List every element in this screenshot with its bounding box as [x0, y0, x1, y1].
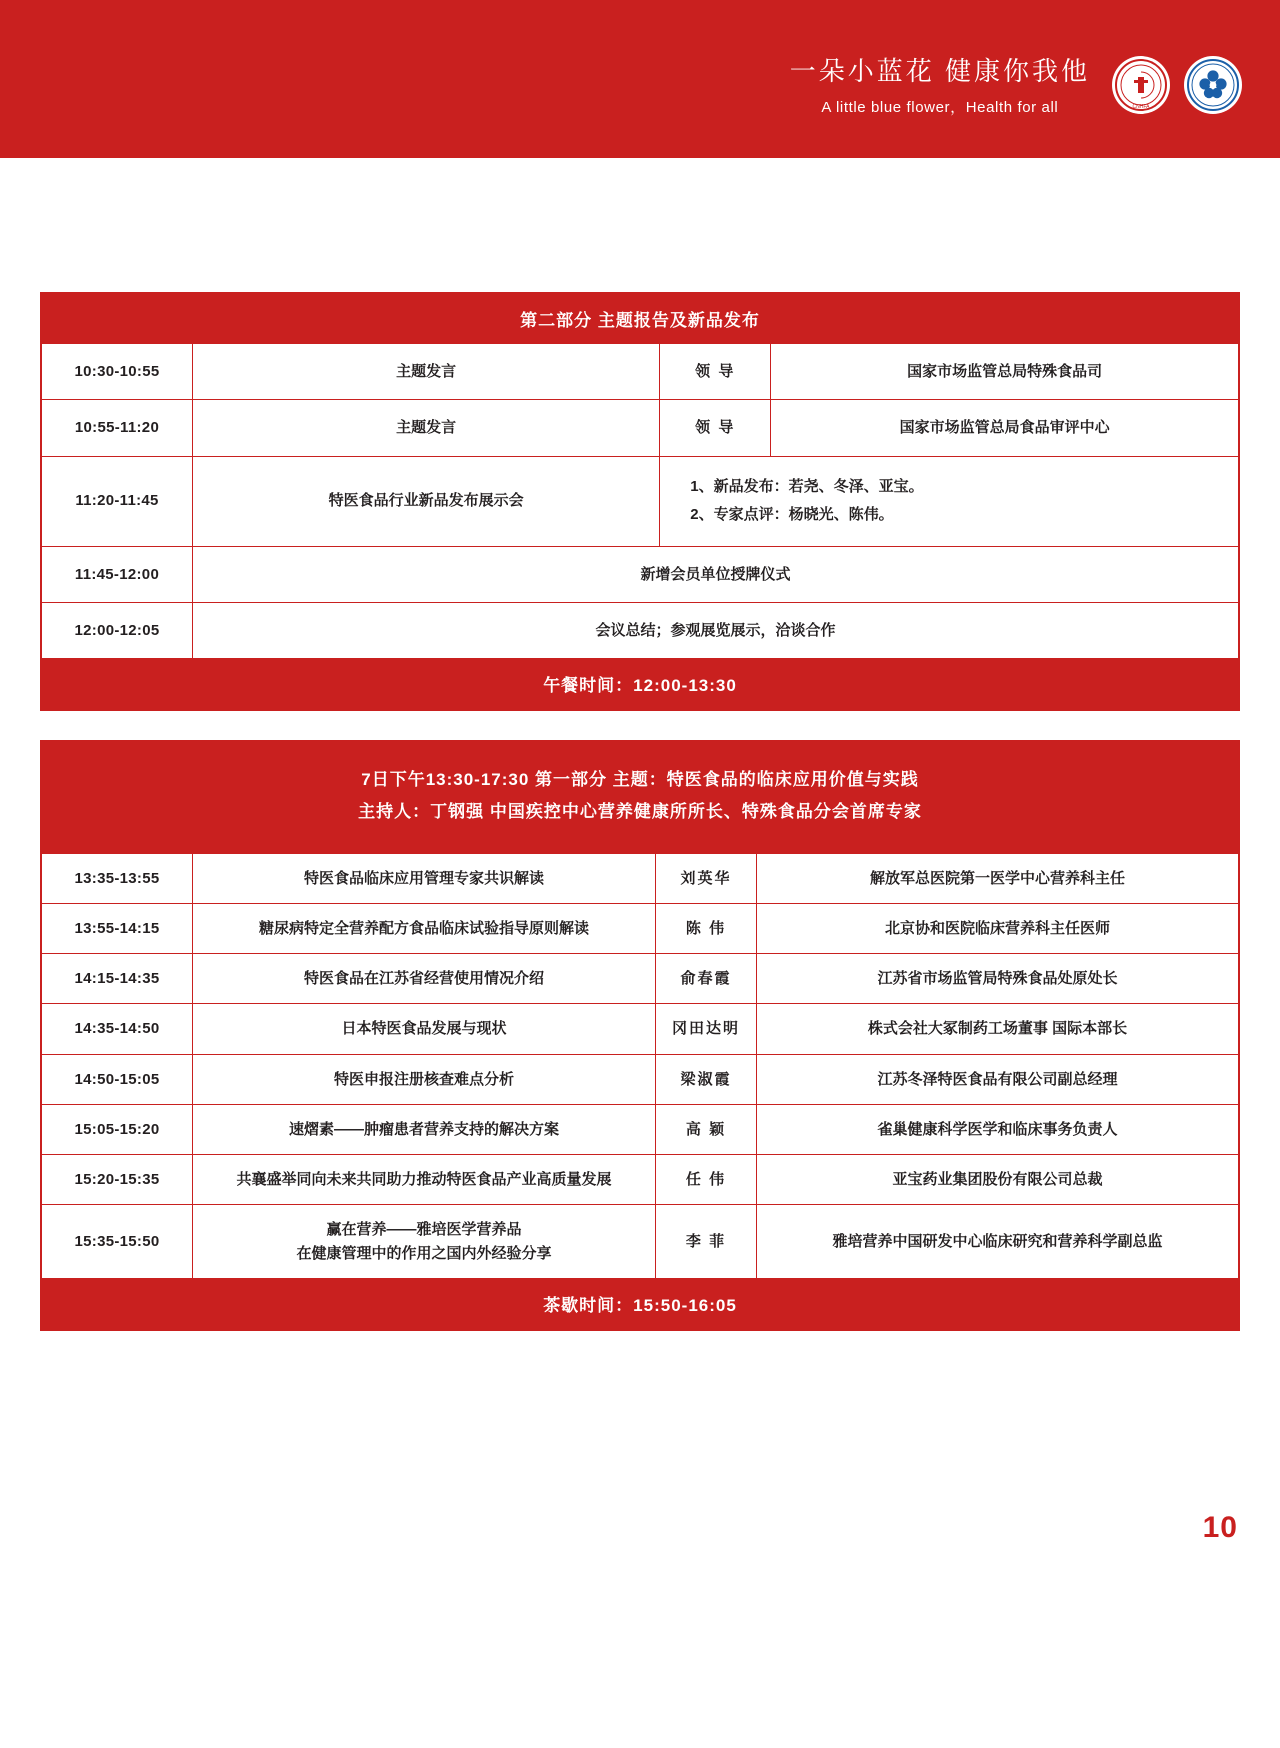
blue-flower-logo: [1184, 56, 1242, 114]
row-time: 14:35-14:50: [42, 1004, 193, 1054]
row-full-text: 会议总结；参观展览展示，洽谈合作: [193, 602, 1239, 658]
row-detail-list: [660, 456, 1238, 546]
row-topic: 特医申报注册核查难点分析: [193, 1054, 656, 1104]
row-time: 12:00-12:05: [42, 602, 193, 658]
row-org: 北京协和医院临床营养科主任医师: [757, 903, 1239, 953]
row-org: 雀巢健康科学医学和临床事务负责人: [757, 1104, 1239, 1154]
row-detail-line1: 1、新品发布：若尧、冬泽、亚宝。: [690, 477, 924, 495]
row-time: 10:55-11:20: [42, 400, 193, 456]
block2-schedule-table: [42, 853, 1238, 1278]
block2-title: [42, 742, 1238, 853]
block2-footer-tea-break: 茶歇时间：15:50-16:05: [42, 1278, 1238, 1329]
banner-slogan-en: A little blue flower，Health for all: [821, 99, 1059, 117]
row-speaker: 俞春霞: [656, 954, 757, 1004]
row-speaker: 高 颖: [656, 1104, 757, 1154]
table-row: [42, 344, 1238, 400]
row-topic: 特医食品行业新品发布展示会: [193, 456, 660, 546]
block2-title-line2: 主持人：丁钢强 中国疾控中心营养健康所所长、特殊食品分会首席专家: [358, 802, 922, 822]
row-org: 国家市场监管总局食品审评中心: [771, 400, 1238, 456]
svg-text:CNHFA: CNHFA: [1132, 104, 1150, 110]
row-topic: 主题发言: [193, 344, 660, 400]
row-speaker: 任 伟: [656, 1155, 757, 1205]
row-topic-line1: 赢在营养——雅培医学营养品: [326, 1221, 522, 1239]
row-time: 14:50-15:05: [42, 1054, 193, 1104]
row-speaker: 李 菲: [656, 1205, 757, 1278]
table-row: [42, 400, 1238, 456]
row-topic: [193, 1205, 656, 1278]
agenda-block-afternoon-part-one: [40, 740, 1240, 1331]
table-row: [42, 954, 1238, 1004]
row-speaker: 刘英华: [656, 853, 757, 903]
page-header-banner: [0, 0, 1280, 158]
row-time: 15:35-15:50: [42, 1205, 193, 1278]
row-full-text: 新增会员单位授牌仪式: [193, 546, 1239, 602]
row-org: 解放军总医院第一医学中心营养科主任: [757, 853, 1239, 903]
table-row: [42, 1054, 1238, 1104]
row-speaker: 陈 伟: [656, 903, 757, 953]
row-topic: 特医食品临床应用管理专家共识解读: [193, 853, 656, 903]
row-topic: 速熠素——肿瘤患者营养支持的解决方案: [193, 1104, 656, 1154]
row-time: 13:55-14:15: [42, 903, 193, 953]
row-topic: 糖尿病特定全营养配方食品临床试验指导原则解读: [193, 903, 656, 953]
row-time: 14:15-14:35: [42, 954, 193, 1004]
table-row: [42, 1104, 1238, 1154]
row-time: 11:20-11:45: [42, 456, 193, 546]
row-time: 13:35-13:55: [42, 853, 193, 903]
block1-footer-lunch: 午餐时间：12:00-13:30: [42, 658, 1238, 709]
table-row: [42, 853, 1238, 903]
row-topic: 主题发言: [193, 400, 660, 456]
row-org: 株式会社大冢制药工场董事 国际本部长: [757, 1004, 1239, 1054]
table-row: [42, 456, 1238, 546]
table-row: [42, 602, 1238, 658]
row-org: 国家市场监管总局特殊食品司: [771, 344, 1238, 400]
row-org: 江苏省市场监管局特殊食品处原处长: [757, 954, 1239, 1004]
row-time: 15:20-15:35: [42, 1155, 193, 1205]
row-speaker: 梁淑霞: [656, 1054, 757, 1104]
row-speaker: 领 导: [660, 400, 771, 456]
association-seal-logo: [1112, 56, 1170, 114]
row-speaker: 领 导: [660, 344, 771, 400]
table-row: [42, 1004, 1238, 1054]
block1-schedule-table: [42, 343, 1238, 658]
row-time: 10:30-10:55: [42, 344, 193, 400]
row-time: 15:05-15:20: [42, 1104, 193, 1154]
table-row: [42, 903, 1238, 953]
row-topic: 日本特医食品发展与现状: [193, 1004, 656, 1054]
agenda-block-part-two: [40, 292, 1240, 711]
banner-slogan: [790, 56, 1090, 117]
row-org: 亚宝药业集团股份有限公司总裁: [757, 1155, 1239, 1205]
page-number: 10: [1202, 1511, 1238, 1544]
table-row: [42, 1155, 1238, 1205]
table-row: [42, 1205, 1238, 1278]
row-org: 江苏冬泽特医食品有限公司副总经理: [757, 1054, 1239, 1104]
row-topic: 共襄盛举同向未来共同助力推动特医食品产业高质量发展: [193, 1155, 656, 1205]
block2-title-line1: 7日下午13:30-17:30 第一部分 主题：特医食品的临床应用价值与实践: [361, 770, 919, 789]
row-topic: 特医食品在江苏省经营使用情况介绍: [193, 954, 656, 1004]
block1-title: 第二部分 主题报告及新品发布: [42, 294, 1238, 343]
banner-logos: [1112, 56, 1242, 114]
row-topic-line2: 在健康管理中的作用之国内外经验分享: [296, 1244, 552, 1262]
row-speaker: 冈田达明: [656, 1004, 757, 1054]
table-row: [42, 546, 1238, 602]
row-detail-line2: 2、专家点评：杨晓光、陈伟。: [690, 506, 894, 523]
row-org: 雅培营养中国研发中心临床研究和营养科学副总监: [757, 1205, 1239, 1278]
banner-slogan-cn: 一朵小蓝花 健康你我他: [789, 56, 1090, 86]
row-time: 11:45-12:00: [42, 546, 193, 602]
